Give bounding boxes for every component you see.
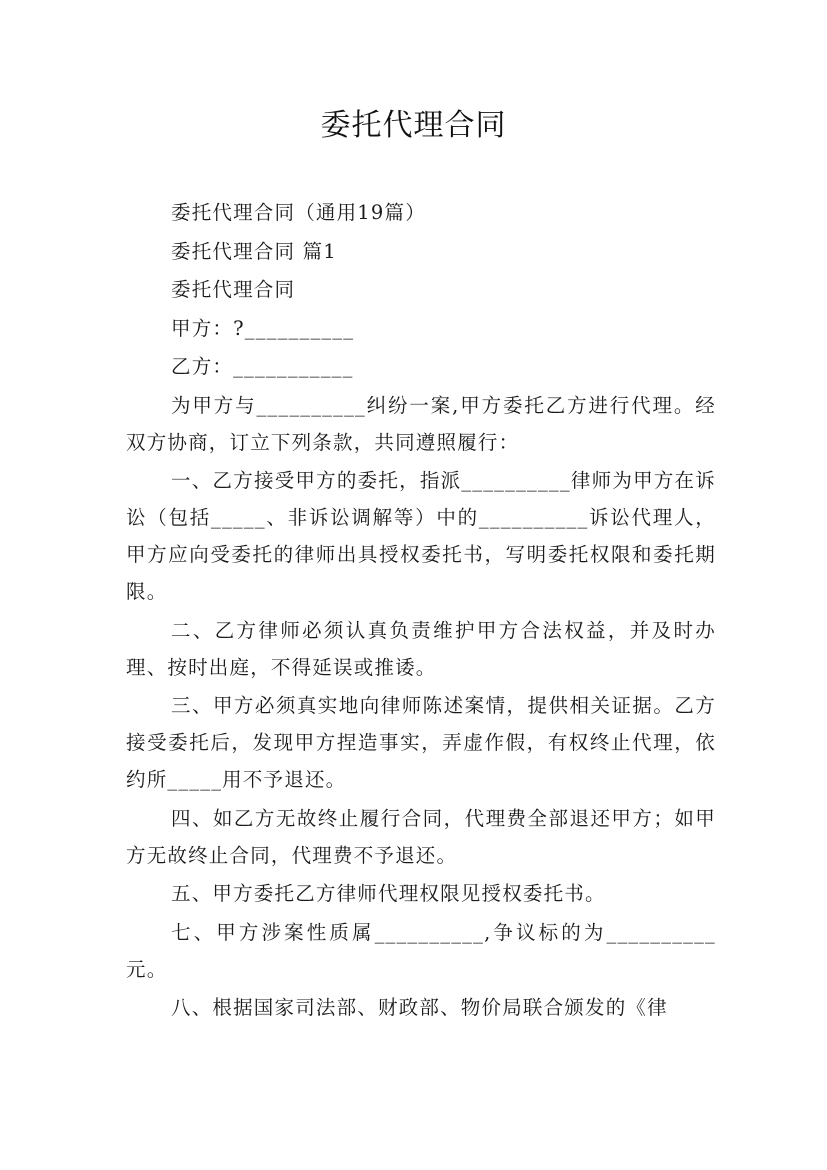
document-title: 委托代理合同 <box>320 108 507 143</box>
paragraph: 委托代理合同 篇1 <box>171 239 337 263</box>
paragraph: 八、根据国家司法部、财政部、物价局联合颁发的《律 <box>171 996 668 1019</box>
paragraph: 一、乙方接受甲方的委托，指派__________律师为甲方在诉讼（包括_____、非诉讼调解等）中的__________诉讼代理人，甲方应向受委托的律师出具授权委托书，写明委托权限和委托期限。 <box>126 469 716 603</box>
paragraph: 三、甲方必须真实地向律师陈述案情，提供相关证据。乙方接受委托后，发现甲方捏造事实，弄虚作假，有权终止代理，依约所_____用不予退还。 <box>126 694 716 791</box>
paragraph: 委托代理合同 <box>171 278 296 301</box>
paragraph: 乙方：___________ <box>171 355 354 378</box>
paragraph: 五、甲方委托乙方律师代理权限见授权委托书。 <box>171 882 606 905</box>
paragraph: 四、如乙方无故终止履行合同，代理费全部退还甲方；如甲方无故终止合同，代理费不予退还。 <box>126 806 716 867</box>
paragraph: 为甲方与__________纠纷一案,甲方委托乙方进行代理。经双方协商，订立下列条款，共同遵照履行： <box>126 393 716 454</box>
document-body <box>126 194 716 1026</box>
paragraph: 七、甲方涉案性质属__________,争议标的为__________元。 <box>126 920 716 981</box>
paragraph: 甲方：?__________ <box>171 316 355 340</box>
paragraph: 委托代理合同（通用19篇） <box>171 201 426 224</box>
paragraph: 二、乙方律师必须认真负责维护甲方合法权益，并及时办理、按时出庭，不得延误或推诿。 <box>126 618 716 679</box>
